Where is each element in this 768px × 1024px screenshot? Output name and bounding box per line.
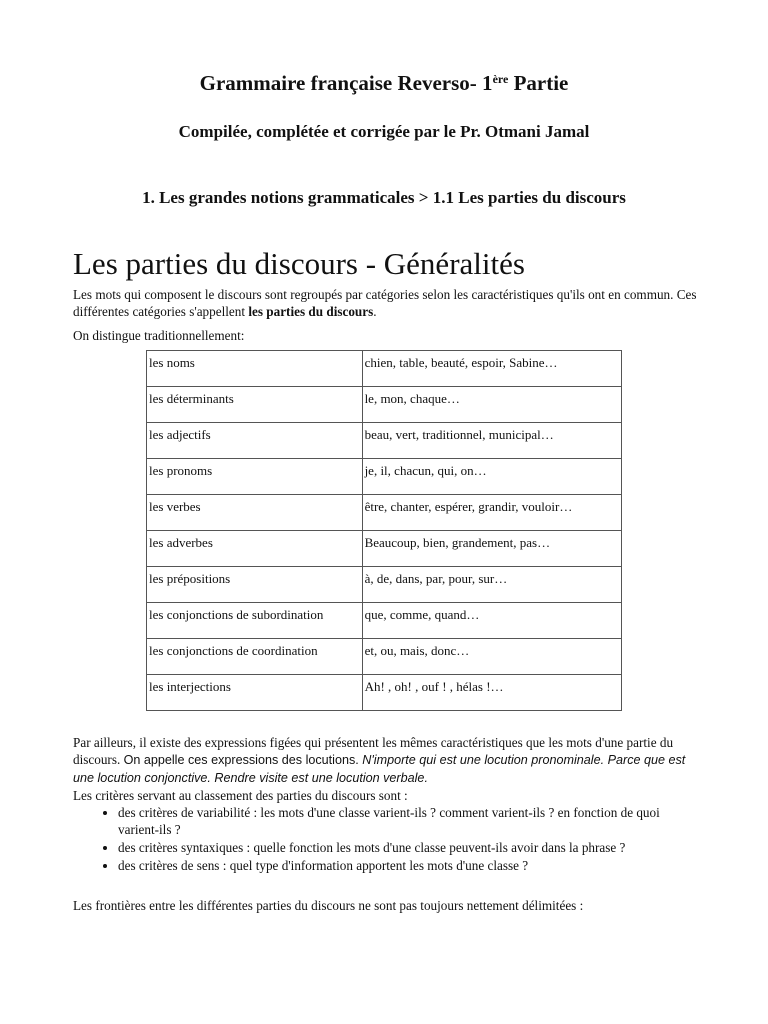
table-cell-examples: Beaucoup, bien, grandement, pas…	[362, 531, 621, 567]
table-row	[147, 603, 622, 639]
table-cell-category: les verbes	[147, 495, 363, 531]
table-cell-category: les prépositions	[147, 567, 363, 603]
intro-paragraph	[73, 286, 703, 320]
table-cell-examples: et, ou, mais, donc…	[362, 639, 621, 675]
locutions-text: Par ailleurs, il existe des expressions figées qui présentent les mêmes caractéristiques que les mots d'une partie du discours.	[73, 735, 674, 767]
table-cell-examples: chien, table, beauté, espoir, Sabine…	[362, 351, 621, 387]
title-main: Grammaire française Reverso- 1	[199, 71, 493, 95]
list-item: • des critères de variabilité : les mots d'une classe varient-ils ? comment varient-ils ? en fonction de quoi varient-ils ?	[118, 804, 678, 838]
intro-text: Les mots qui composent le discours sont regroupés par catégories selon les caractéristiques qu'ils ont en commun. Ces différentes catégories s'appellent	[73, 287, 697, 319]
title-superscript: ère	[492, 72, 509, 86]
table-row	[147, 387, 622, 423]
table-cell-examples: Ah! , oh! , ouf ! , hélas !…	[362, 675, 621, 711]
table-cell-examples: je, il, chacun, qui, on…	[362, 459, 621, 495]
table-cell-category: les conjonctions de subordination	[147, 603, 363, 639]
intro-bold-term: les parties du discours	[248, 304, 374, 319]
table-cell-examples: que, comme, quand…	[362, 603, 621, 639]
document-subtitle: Compilée, complétée et corrigée par le Pr. Otmani Jamal	[178, 122, 590, 141]
document-title	[0, 68, 768, 98]
table-cell-category: les déterminants	[147, 387, 363, 423]
title-end: Partie	[508, 71, 569, 95]
table-cell-category: les adjectifs	[147, 423, 363, 459]
table-cell-category: les interjections	[147, 675, 363, 711]
table-cell-examples: beau, vert, traditionnel, municipal…	[362, 423, 621, 459]
criteria-intro: Les critères servant au classement des parties du discours sont :	[73, 788, 408, 803]
table-row	[147, 567, 622, 603]
parts-of-speech-table	[146, 350, 622, 711]
section-heading: Les parties du discours - Généralités	[73, 246, 525, 281]
locutions-definition: On appelle ces expressions des locutions.	[123, 753, 363, 767]
table-cell-examples: le, mon, chaque…	[362, 387, 621, 423]
intro-end: .	[373, 304, 377, 319]
boundaries-paragraph: Les frontières entre les différentes parties du discours ne sont pas toujours nettement délimitées :	[73, 898, 584, 913]
table-cell-category: les conjonctions de coordination	[147, 639, 363, 675]
table-row	[147, 531, 622, 567]
table-row	[147, 675, 622, 711]
table-row	[147, 639, 622, 675]
table-cell-category: les noms	[147, 351, 363, 387]
table-cell-category: les pronoms	[147, 459, 363, 495]
distinguish-line: On distingue traditionnellement:	[73, 328, 245, 343]
table-cell-examples: à, de, dans, par, pour, sur…	[362, 567, 621, 603]
section-breadcrumb: 1. Les grandes notions grammaticales > 1.1 Les parties du discours	[142, 188, 626, 207]
table-row	[147, 423, 622, 459]
table-cell-category: les adverbes	[147, 531, 363, 567]
table-cell-examples: être, chanter, espérer, grandir, vouloir…	[362, 495, 621, 531]
list-item: • des critères syntaxiques : quelle fonction les mots d'une classe peuvent-ils avoir dans la phrase ?	[118, 839, 678, 856]
locutions-examples: N'importe qui est une locution pronominale. Parce que est une locution conjonctive. Rendre visite est une locution verbale.	[73, 753, 686, 785]
criteria-list	[100, 804, 678, 875]
table-row	[147, 459, 622, 495]
locutions-paragraph	[73, 734, 703, 804]
table-row	[147, 495, 622, 531]
table-row	[147, 351, 622, 387]
list-item: • des critères de sens : quel type d'information apportent les mots d'une classe ?	[118, 857, 678, 874]
